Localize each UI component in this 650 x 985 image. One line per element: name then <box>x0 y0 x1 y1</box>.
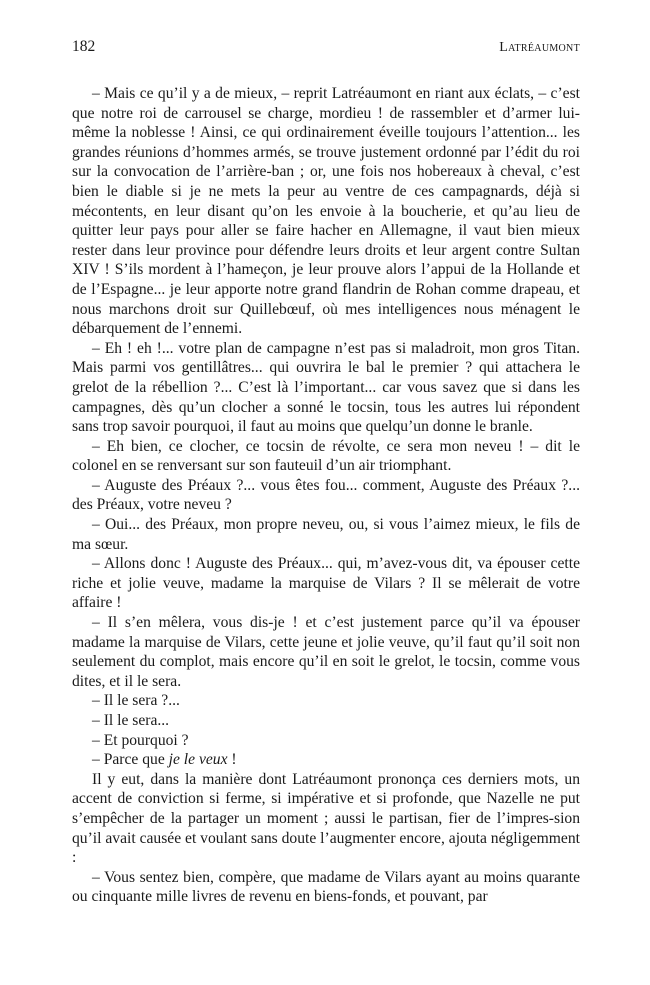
paragraph <box>72 770 580 868</box>
paragraph <box>72 476 580 515</box>
paragraph <box>72 339 580 437</box>
paragraph <box>72 437 580 476</box>
paragraph-text: – Il le sera... <box>92 712 170 729</box>
paragraph <box>72 691 580 711</box>
page-number: 182 <box>72 38 96 55</box>
paragraph-text: – Allons donc ! Auguste des Préaux... qui, m’avez-vous dit, va épouser cette riche et jolie veuve, madame la marquise de Vilars ? Il se mêlerait de votre affaire ! <box>72 555 580 612</box>
paragraph-text: – Vous sentez bien, compère, que madame de Vilars ayant au moins quarante ou cinquante mille livres de revenu en biens-fonds, et pouvant, par <box>72 868 580 906</box>
paragraph-text: – Mais ce qu’il y a de mieux, – reprit Latréaumont en riant aux éclats, – c’est que notre roi de carrousel se charge, mordieu ! de rassembler et d’armer lui-même la noblesse ! Ainsi, ce qui ordinairement éveille toujours l’attention... les grandes réunions d’hommes armés, se trouve justement ordonné par l’édit du roi sur la convocation de l’arrière-ban ; or, une fois nos hobereaux à cheval, c’est bien le diable si je ne mets la peur au ventre de ces campagnards, déjà si mécontents, en leur disant qu’on les envoie à la boucherie, et qu’au lieu de quitter leur pays pour aller se faire hacher en Allemagne, il vaut bien mieux rester dans leur province pour défendre leurs droits et leur argent contre Sultan XIV ! S’ils mordent à l’hameçon, je leur prouve alors l’appui de la Hollande et de l’Espagne... je leur apporte notre grand flandrin de Rohan comme drapeau, et nous marchons droit sur Quillebœuf, où mes intelligences nous ménagent le débarquement de l’ennemi. <box>72 85 580 338</box>
paragraph <box>72 731 580 751</box>
paragraph-text: Il y eut, dans la manière dont Latréaumont prononça ces derniers mots, un accent de conviction si ferme, si impérative et si profonde, que Nazelle ne put s’empêcher de la partager un moment ; aussi le partisan, fier de l’impres-sion qu’il avait causée et voulant sans doute l’augmenter encore, ajouta négligemment : <box>72 770 580 867</box>
body-text <box>72 84 580 907</box>
paragraph-text: – Eh bien, ce clocher, ce tocsin de révolte, ce sera mon neveu ! – dit le colonel en se renversant sur son fauteuil d’un air triomphant. <box>72 437 580 475</box>
paragraph-text: ! <box>227 751 237 769</box>
paragraph-text: – Oui... des Préaux, mon propre neveu, ou, si vous l’aimez mieux, le fils de ma sœur. <box>72 516 580 553</box>
paragraph <box>72 613 580 691</box>
paragraph-text: – Parce que <box>92 751 169 769</box>
paragraph-text: – Il s’en mêlera, vous dis-je ! et c’est justement parce qu’il va épouser madame la marquise de Vilars, cette jeune et jolie veuve, qu’il faut qu’il soit non seulement du complot, mais encore qu’il en soit le grelot, le tocsin, comme vous dites, et il le sera. <box>72 614 580 690</box>
page-header <box>72 38 580 60</box>
paragraph-text: – Et pourquoi ? <box>92 731 189 749</box>
paragraph-text: – Auguste des Préaux ?... vous êtes fou... comment, Auguste des Préaux ?... des Préaux, votre neveu ? <box>72 476 580 514</box>
paragraph <box>72 554 580 613</box>
paragraph <box>72 84 580 339</box>
emphasized-text: je le veux <box>168 751 228 769</box>
paragraph <box>72 868 580 907</box>
paragraph-text: – Il le sera ?... <box>92 692 180 710</box>
paragraph <box>72 750 580 770</box>
paragraph <box>72 711 580 731</box>
paragraph <box>72 515 580 554</box>
paragraph-text: – Eh ! eh !... votre plan de campagne n’est pas si maladroit, mon gros Titan. Mais parmi vos gentillâtres... qui ouvrira le bal le premier ? qui attachera le grelot de la rébellion ?... C’est là l’important... car vous savez que si dans les campagnes, dès qu’un clocher a sonné le tocsin, tous les autres lui répondent sans trop savoir pourquoi, il faut au moins que quelqu’un donne le branle. <box>72 339 580 436</box>
running-title: Latréaumont <box>499 40 580 55</box>
